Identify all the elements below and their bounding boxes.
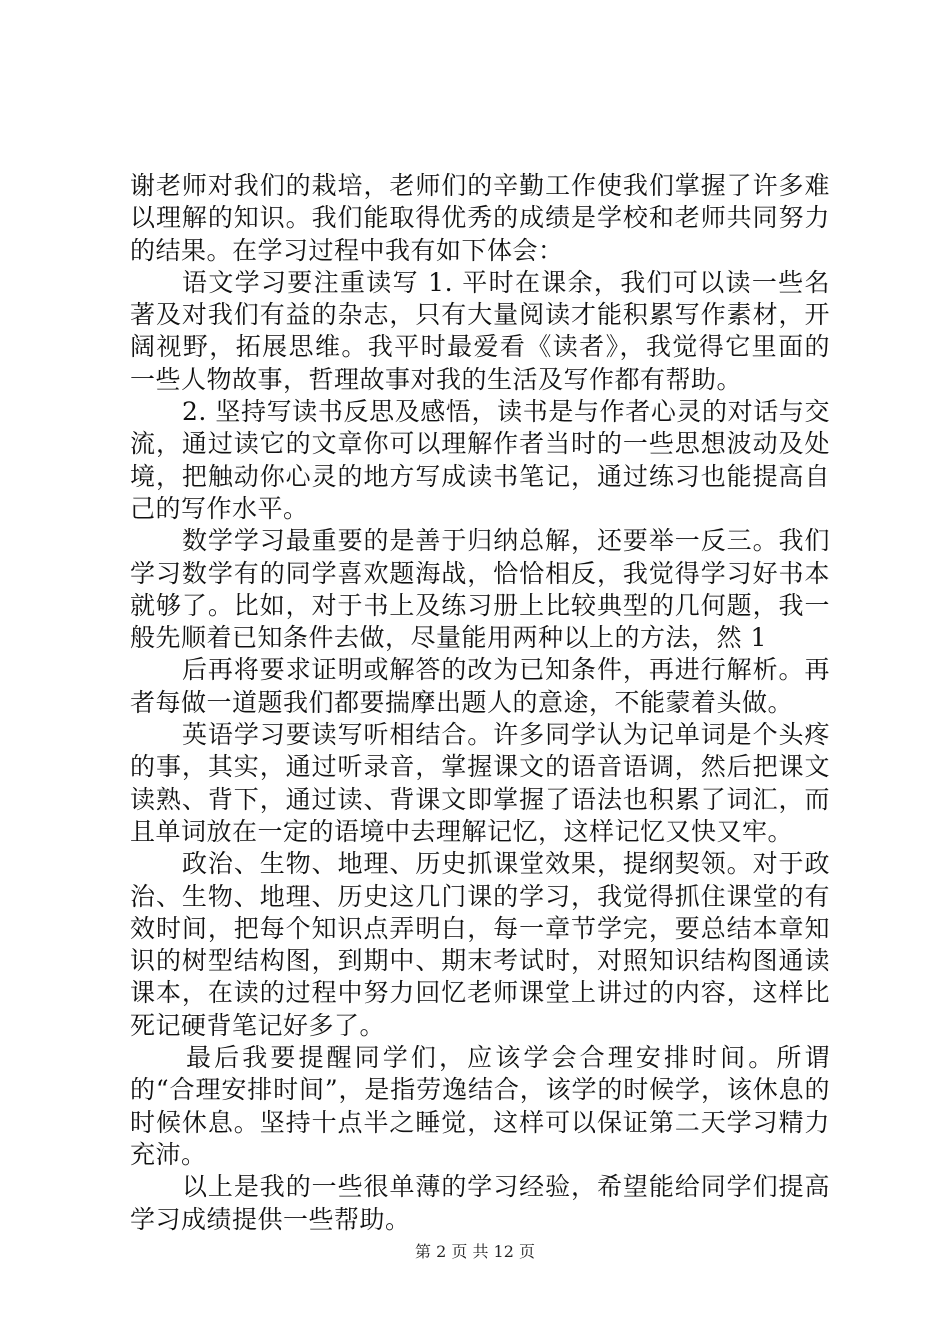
paragraph-math: 数学学习最重要的是善于归纳总解，还要举一反三。我们学习数学有的同学喜欢题海战，恰恰相反，我觉得学习好书本就够了。比如，对于书上及练习册上比较典型的几何题，我一般先顺着已知条件去做，尽量能用两种以上的方法，然 1 <box>130 526 830 653</box>
paragraph-math-continued: 后再将要求证明或解答的改为已知条件，再进行解析。再者每做一道题我们都要揣摩出题人的意途，不能蒙着头做。 <box>130 655 830 717</box>
page-footer: 第 2 页 共 12 页 <box>415 1242 535 1261</box>
paragraph-chinese-writing: 2. 坚持写读书反思及感悟，读书是与作者心灵的对话与交流，通过读它的文章你可以理解作者当时的一些思想波动及处境，把触动你心灵的地方写成读书笔记，通过练习也能提高自己的写作水平。 <box>130 397 830 523</box>
paragraph-intro: 谢老师对我们的栽培，老师们的辛勤工作使我们掌握了许多难以理解的知识。我们能取得优秀的成绩是学校和老师共同努力的结果。在学习过程中我有如下体会： <box>130 171 830 265</box>
paragraph-humanities: 政治、生物、地理、历史抓课堂效果，提纲契领。对于政治、生物、地理、历史这几门课的学习，我觉得抓住课堂的有效时间，把每个知识点弄明白，每一章节学完，要总结本章知识的树型结构图，到期中、期末考试时，对照知识结构图通读课本，在读的过程中努力回忆老师课堂上讲过的内容，这样比死记硬背笔记好多了。 <box>130 849 830 1040</box>
document-body <box>130 170 830 1236</box>
paragraph-chinese-reading: 语文学习要注重读写 1. 平时在课余，我们可以读一些名著及对我们有益的杂志，只有大量阅读才能积累写作素材，开阔视野，拓展思维。我平时最爱看《读者》，我觉得它里面的一些人物故事，哲理故事对我的生活及写作都有帮助。 <box>130 267 830 394</box>
paragraph-english: 英语学习要读写听相结合。许多同学认为记单词是个头疼的事，其实，通过听录音，掌握课文的语音语调，然后把课文读熟、背下，通过读、背课文即掌握了语法也积累了词汇，而且单词放在一定的语境中去理解记忆，这样记忆又快又牢。 <box>130 720 830 846</box>
paragraph-conclusion: 以上是我的一些很单薄的学习经验，希望能给同学们提高学习成绩提供一些帮助。 <box>130 1172 830 1234</box>
paragraph-time-management: 最后我要提醒同学们，应该学会合理安排时间。所谓的“合理安排时间”，是指劳逸结合，该学的时候学，该休息的时候休息。坚持十点半之睡觉，这样可以保证第二天学习精力充沛。 <box>130 1043 830 1169</box>
